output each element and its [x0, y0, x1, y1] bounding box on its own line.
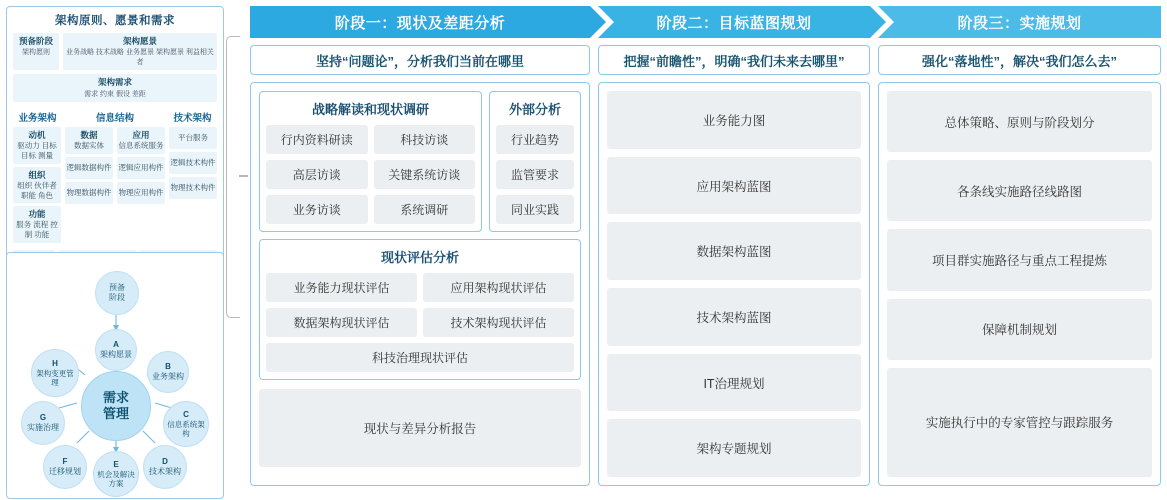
- architecture-framework-title: 架构原则、愿景和需求: [55, 15, 175, 27]
- phase-1-body: [250, 82, 590, 486]
- phase-1-header: [250, 6, 590, 38]
- bracket-connector: [226, 36, 240, 318]
- phase-3-header-label: 阶段三：实施规划: [957, 14, 1082, 32]
- group-header-technology: 技术架构: [173, 113, 212, 125]
- node-preliminary-phase: 预备 阶段: [95, 271, 139, 315]
- chip-item[interactable]: 行内资料研读: [266, 125, 368, 154]
- chip-item[interactable]: 同业实践: [496, 195, 574, 224]
- cell-architecture-vision: 架构愿景 业务战略 技术战略 业务愿景 架构愿景 利益相关者: [63, 33, 217, 70]
- phase-1-column: [250, 6, 590, 486]
- phase-3-subtitle: 强化“落地性”，解决“我们怎么去”: [878, 45, 1161, 75]
- column-application: [117, 127, 165, 246]
- phase-2-item[interactable]: 业务能力图: [607, 91, 861, 149]
- chip-item[interactable]: 科技访谈: [374, 125, 476, 154]
- card-external-analysis-title: 外部分析: [508, 102, 561, 117]
- chip-item[interactable]: 应用架构现状评估: [423, 273, 574, 302]
- node-f-migration-planning: F 迁移规划: [43, 445, 87, 489]
- group-header-information: 信息结构: [95, 113, 134, 125]
- card-strategy-research: [259, 91, 482, 232]
- cell-logical-data-component: 逻辑数据构件: [65, 157, 113, 179]
- cell-logical-application-component: 逻辑应用构件: [117, 157, 165, 179]
- card-strategy-research-title: 战略解读和现状调研: [311, 102, 429, 117]
- architecture-domain-headers: [13, 107, 217, 127]
- cell-logical-technology-component: 逻辑技术构件: [169, 152, 217, 174]
- node-h-architecture-change-management: H 架构变更管理: [31, 349, 79, 397]
- chip-item[interactable]: 行业趋势: [496, 125, 574, 154]
- cell-motivation: 动机 驱动力 目标 目标 测量: [13, 127, 61, 164]
- card-current-state-assessment: [259, 239, 581, 380]
- phase-3-item[interactable]: 实施执行中的专家管控与跟踪服务: [887, 368, 1152, 477]
- adm-cycle-diagram: [6, 252, 224, 499]
- cell-data: 数据 数据实体: [65, 127, 113, 154]
- card-external-analysis-chips: [496, 125, 574, 224]
- chip-item[interactable]: 高层访谈: [266, 160, 368, 189]
- card-current-state-assessment-title: 现状评估分析: [380, 250, 459, 265]
- column-technology: [169, 127, 217, 246]
- chip-item[interactable]: 业务能力现状评估: [266, 273, 417, 302]
- phase-1-header-label: 阶段一：现状及差距分析: [334, 14, 506, 32]
- node-requirements-management: 需求 管理: [81, 371, 151, 441]
- phase-2-column: [598, 6, 870, 486]
- phase-2-subtitle: 把握“前瞻性”，明确“我们未来去哪里”: [598, 45, 870, 75]
- phase-3-item[interactable]: 项目群实施路径与重点工程提炼: [887, 229, 1152, 290]
- phase-1-arrow-notch: [590, 6, 606, 38]
- phase-3-item[interactable]: 总体策略、原则与阶段划分: [887, 91, 1152, 152]
- phase-1-report-box[interactable]: 现状与差异分析报告: [259, 389, 581, 467]
- group-header-business: 业务架构: [18, 113, 57, 125]
- phase-2-header-label: 阶段二：目标蓝图规划: [656, 14, 812, 32]
- phase-3-header: [878, 6, 1161, 38]
- phase-3-body: [878, 82, 1161, 486]
- phase-2-body: [598, 82, 870, 486]
- node-g-implementation-governance: G 实施治理: [21, 401, 65, 445]
- cell-physical-technology-component: 物理技术构件: [169, 177, 217, 199]
- phase-2-item[interactable]: IT治理规划: [607, 354, 861, 412]
- chip-item[interactable]: 技术架构现状评估: [423, 308, 574, 337]
- chip-item-wide[interactable]: 科技治理现状评估: [266, 343, 574, 372]
- cell-prep-phase: 预备阶段 架构愿则: [13, 33, 59, 70]
- phase-1-top-cards: [259, 91, 581, 232]
- bracket-tip: [239, 175, 248, 177]
- chip-item[interactable]: 业务访谈: [266, 195, 368, 224]
- chip-item[interactable]: 监管要求: [496, 160, 574, 189]
- phase-3-item[interactable]: 各条线实施路径线路图: [887, 160, 1152, 221]
- cell-physical-data-component: 物理数据构件: [65, 182, 113, 204]
- cell-application: 应用 信息系统服务: [117, 127, 165, 154]
- cell-physical-application-component: 物理应用构件: [117, 182, 165, 204]
- card-external-analysis: [489, 91, 581, 232]
- node-c-information-systems-architecture: C 信息系统架构: [163, 401, 209, 447]
- card-strategy-research-chips: [266, 125, 475, 224]
- phase-2-item[interactable]: 应用架构蓝图: [607, 157, 861, 215]
- chip-item[interactable]: 关键系统访谈: [374, 160, 476, 189]
- phase-3-column: [878, 6, 1161, 486]
- phase-2-item[interactable]: 数据架构蓝图: [607, 222, 861, 280]
- column-data: [65, 127, 113, 246]
- phase-2-item[interactable]: 架构专题规划: [607, 419, 861, 477]
- cell-function: 功能 服务 流程 控制 功能: [13, 206, 61, 243]
- prep-vision-row: [13, 33, 217, 70]
- phase-2-item[interactable]: 技术架构蓝图: [607, 288, 861, 346]
- chip-item[interactable]: 数据架构现状评估: [266, 308, 417, 337]
- cell-platform-service: 平台服务: [169, 127, 217, 149]
- phase-1-subtitle: 坚持“问题论”，分析我们当前在哪里: [250, 45, 590, 75]
- column-business: [13, 127, 61, 246]
- cell-organization: 组织 组织 伙伴者 职能 角色: [13, 167, 61, 204]
- chip-item[interactable]: 系统调研: [374, 195, 476, 224]
- node-b-business-architecture: B 业务架构: [147, 351, 189, 393]
- card-current-state-assessment-chips: [266, 273, 574, 337]
- node-d-technology-architecture: D 技术架构: [143, 445, 187, 489]
- node-e-opportunities-solutions: E 机会及解决方案: [93, 451, 139, 497]
- node-a-architecture-vision: A 架构愿景: [95, 329, 137, 371]
- phase-3-item[interactable]: 保障机制规划: [887, 299, 1152, 360]
- phase-2-header: [598, 6, 870, 38]
- cell-architecture-requirements: 架构需求 需求 约束 假设 差距: [13, 74, 217, 102]
- architecture-domain-columns: [13, 127, 217, 246]
- phase-2-arrow-notch: [870, 6, 886, 38]
- left-framework-panel: [6, 6, 224, 493]
